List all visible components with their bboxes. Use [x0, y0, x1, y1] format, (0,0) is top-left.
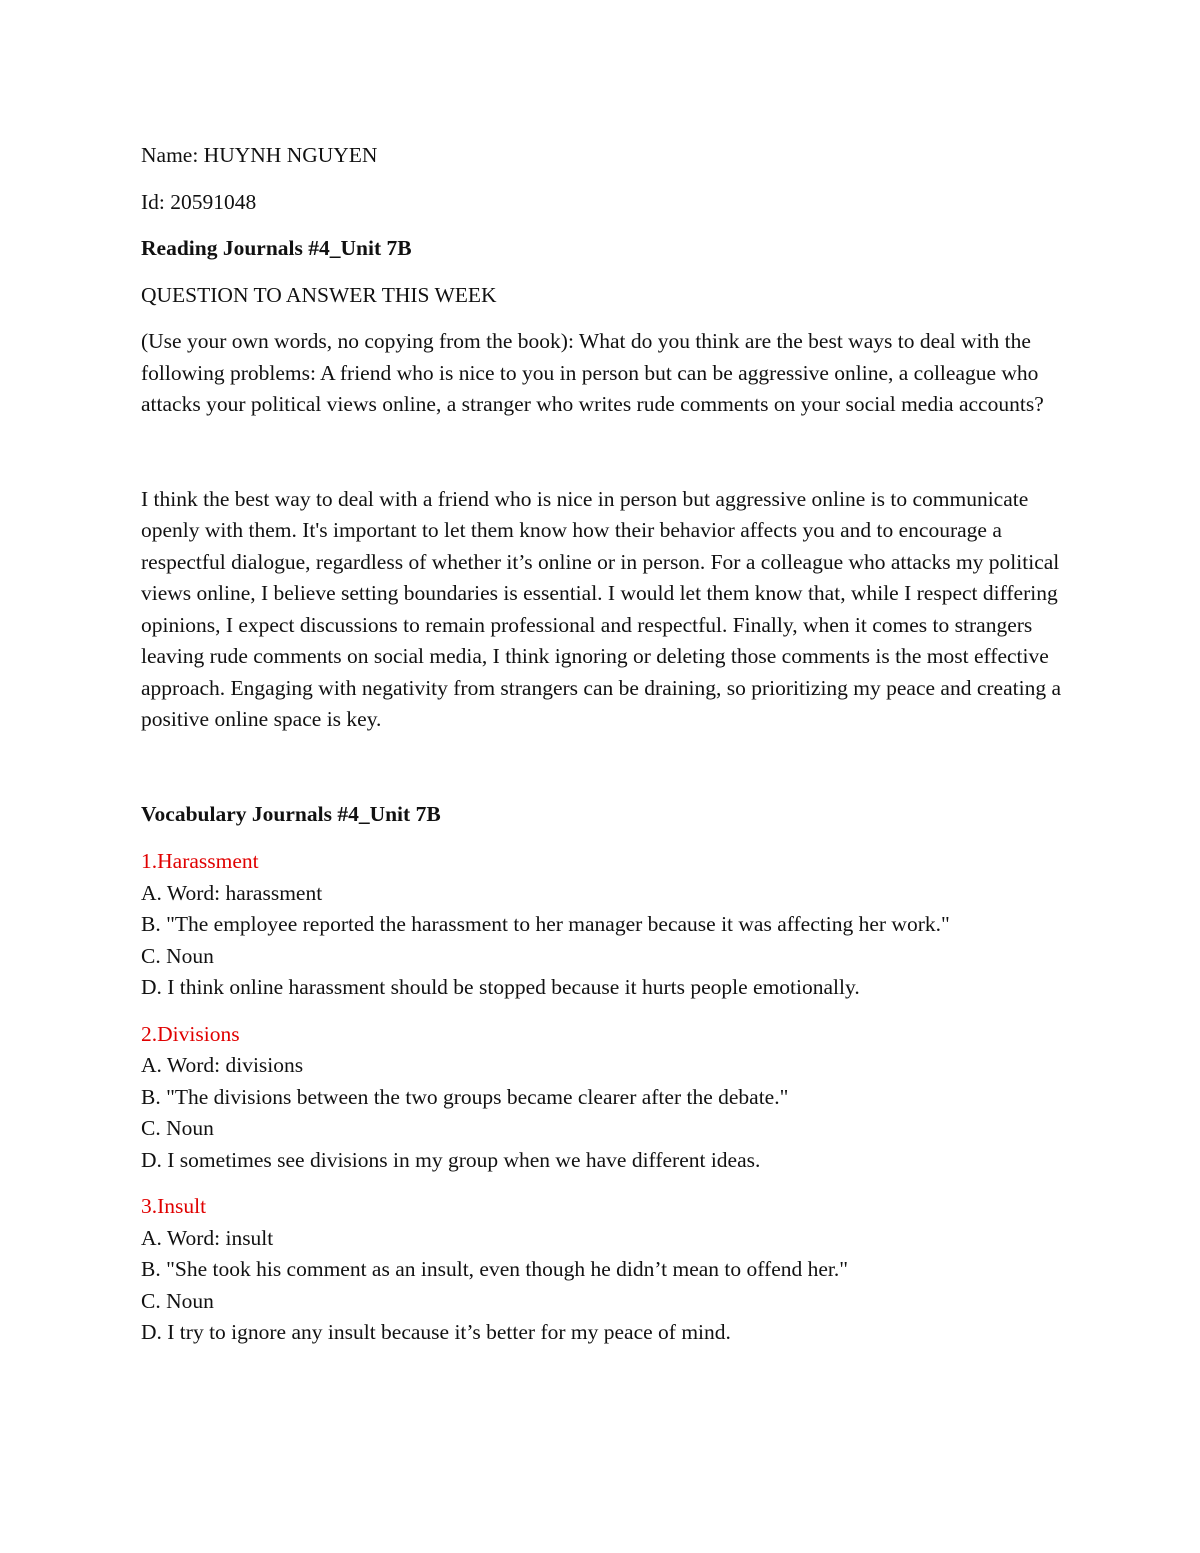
question-text: (Use your own words, no copying from the book): What do you think are the best ways to deal with the following problems: A friend who is nice to you in person but can be aggressive online, a colleague who attacks your political views online, a stranger who writes rude comments on your social media accounts? [141, 329, 1044, 416]
vocab-word: A. Word: insult [141, 1225, 274, 1250]
document-body [141, 140, 1071, 1364]
vocab-title: 3.Insult [141, 1194, 207, 1218]
answer-paragraph: I think the best way to deal with a friend who is nice in person but aggressive online is to communicate openly with them. It's important to let them know how their behavior affects you and to encourage a respectful dialogue, regardless of whether it’s online or in person. For a colleague who attacks my political views online, I believe setting boundaries is essential. I would let them know that, while I respect differing opinions, I expect discussions to remain professional and respectful. Finally, when it comes to strangers leaving rude comments on social media, I think ignoring or deleting those comments is the most effective approach. Engaging with negativity from strangers can be draining, so prioritizing my peace and creating a positive online space is key. [141, 486, 1062, 731]
vocab-entry-insult [141, 1191, 1071, 1349]
vocab-entry-divisions [141, 1019, 1071, 1177]
vocab-part-of-speech: C. Noun [141, 943, 214, 968]
vocab-title: 2.Divisions [141, 1021, 240, 1046]
vocabulary-journal-heading: Vocabulary Journals #4_Unit 7B [141, 801, 441, 826]
vocab-entry-harassment [141, 846, 1071, 1004]
student-name: Name: HUYNH NGUYEN [141, 143, 378, 167]
vocab-example: B. "She took his comment as an insult, even though he didn’t mean to offend her." [141, 1257, 849, 1281]
vocab-word: A. Word: divisions [141, 1053, 304, 1077]
reading-journal-heading: Reading Journals #4_Unit 7B [141, 236, 412, 260]
vocab-part-of-speech: C. Noun [141, 1288, 214, 1313]
vocab-title: 1.Harassment [141, 849, 259, 873]
vocab-word: A. Word: harassment [141, 880, 323, 905]
vocab-own-sentence: D. I think online harassment should be stopped because it hurts people emotionally. [141, 975, 860, 999]
vocab-example: B. "The divisions between the two groups became clearer after the debate." [141, 1084, 789, 1109]
vocab-example: B. "The employee reported the harassment to her manager because it was affecting her work." [141, 912, 950, 936]
vocab-part-of-speech: C. Noun [141, 1116, 214, 1140]
vocab-own-sentence: D. I sometimes see divisions in my group when we have different ideas. [141, 1147, 761, 1172]
question-heading: QUESTION TO ANSWER THIS WEEK [141, 282, 497, 307]
student-id: Id: 20591048 [141, 189, 257, 214]
vocab-own-sentence: D. I try to ignore any insult because it’s better for my peace of mind. [141, 1320, 731, 1344]
